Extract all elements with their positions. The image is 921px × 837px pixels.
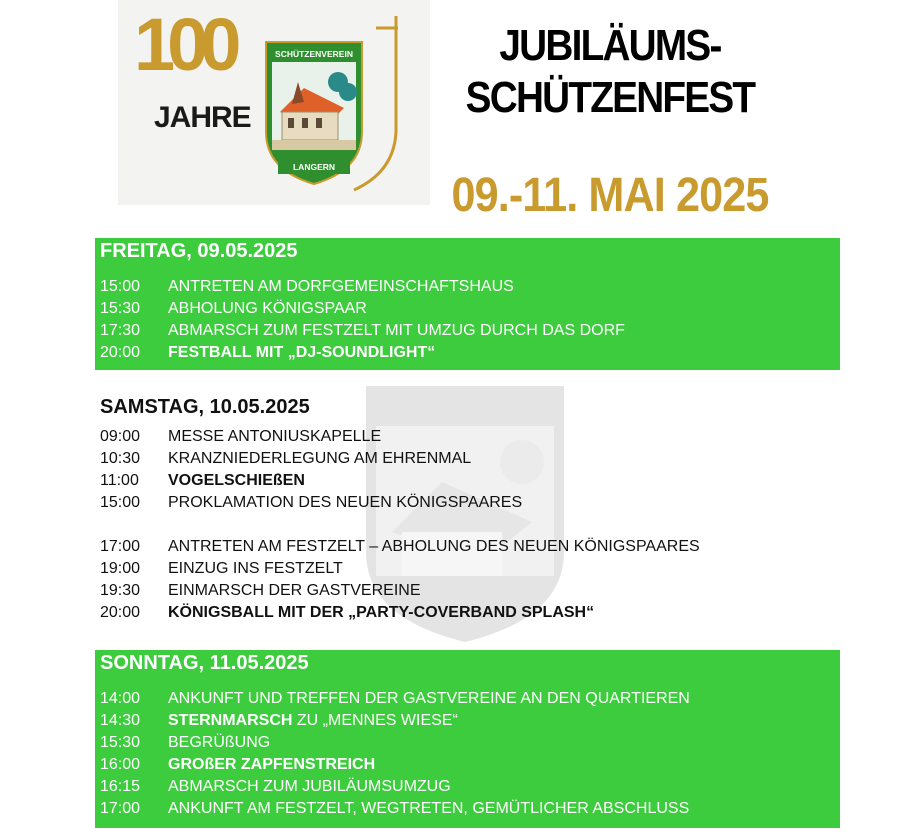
row-text: ANTRETEN AM DORFGEMEINSCHAFTSHAUS — [168, 278, 514, 295]
row-text: ANKUNFT AM FESTZELT, WEGTRETEN, GEMÜTLICHER ABSCHLUSS — [168, 800, 690, 817]
title-line-1: JUBILÄUMS- — [499, 21, 721, 70]
schedule-row — [100, 536, 840, 558]
row-text: EINZUG INS FESTZELT — [168, 560, 343, 577]
schedule-row — [100, 798, 840, 820]
schedule-row — [100, 710, 840, 732]
day-heading: FREITAG, 09.05.2025 — [100, 240, 298, 262]
row-time: 11:00 — [100, 472, 139, 489]
row-time: 17:30 — [100, 322, 141, 339]
row-time: 20:00 — [100, 344, 141, 361]
schedule-row — [100, 688, 840, 710]
row-text-bold: STERNMARSCH — [168, 712, 293, 729]
event-dates: 09.-11. MAI 2025 — [451, 169, 769, 222]
row-text: KÖNIGSBALL MIT DER „PARTY-COVERBAND SPLASH“ — [168, 604, 595, 621]
row-text — [168, 710, 840, 732]
row-spacer — [100, 514, 840, 536]
event-title — [460, 20, 759, 124]
row-text: PROKLAMATION DES NEUEN KÖNIGSPAARES — [168, 494, 523, 511]
schedule-row — [100, 732, 840, 754]
row-time: 19:30 — [100, 582, 141, 599]
schedule-row — [100, 492, 840, 514]
club-crest-icon — [258, 12, 404, 194]
schedule-row — [100, 448, 840, 470]
day-block-friday — [95, 238, 840, 370]
schedule-row — [100, 320, 840, 342]
row-text: KRANZNIEDERLEGUNG AM EHRENMAL — [168, 450, 472, 467]
row-text: ABMARSCH ZUM JUBILÄUMSUMZUG — [168, 778, 451, 795]
schedule-row — [100, 426, 840, 448]
schedule-row — [100, 754, 840, 776]
row-time: 15:30 — [100, 300, 141, 317]
schedule-row — [100, 342, 840, 364]
row-text-rest: ZU „MENNES WIESE“ — [292, 712, 458, 729]
schedule-row — [100, 580, 840, 602]
crest-bottom-text: LANGERN — [292, 162, 336, 172]
row-time: 16:00 — [100, 756, 141, 773]
row-text: ABHOLUNG KÖNIGSPAAR — [168, 300, 367, 317]
row-time: 14:00 — [100, 690, 141, 707]
row-time: 14:30 — [100, 712, 141, 729]
row-text: BEGRÜßUNG — [168, 734, 271, 751]
row-text: ANTRETEN AM FESTZELT – ABHOLUNG DES NEUEN KÖNIGSPAARES — [168, 538, 700, 555]
row-time: 15:00 — [100, 494, 141, 511]
title-line-2: SCHÜTZENFEST — [465, 73, 755, 122]
schedule-row — [100, 470, 840, 492]
row-text: FESTBALL MIT „DJ-SOUNDLIGHT“ — [168, 344, 436, 361]
row-time: 15:00 — [100, 278, 141, 295]
schedule-row — [100, 276, 840, 298]
row-text: EINMARSCH DER GASTVEREINE — [168, 582, 421, 599]
row-time: 16:15 — [100, 778, 141, 795]
day-heading: SONNTAG, 11.05.2025 — [100, 652, 309, 674]
schedule-row — [100, 558, 840, 580]
day-block-sunday — [95, 650, 840, 828]
schedule-row — [100, 602, 840, 624]
row-time: 15:30 — [100, 734, 141, 751]
logo-number: 100 — [134, 3, 234, 86]
row-time: 17:00 — [100, 538, 141, 555]
row-time: 17:00 — [100, 800, 141, 817]
row-time: 10:30 — [100, 450, 141, 467]
schedule-row — [100, 776, 840, 798]
row-time: 09:00 — [100, 428, 141, 445]
day-block-saturday — [95, 394, 840, 626]
schedule-row — [100, 298, 840, 320]
logo-word: JAHRE — [154, 101, 251, 134]
row-text: ABMARSCH ZUM FESTZELT MIT UMZUG DURCH DAS DORF — [168, 322, 625, 339]
row-time: 19:00 — [100, 560, 141, 577]
row-text: VOGELSCHIEßEN — [168, 472, 305, 489]
day-heading: SAMSTAG, 10.05.2025 — [100, 396, 310, 418]
row-text: GROßER ZAPFENSTREICH — [168, 756, 376, 773]
row-text: ANKUNFT UND TREFFEN DER GASTVEREINE AN DEN QUARTIEREN — [168, 690, 690, 707]
row-time: 20:00 — [100, 604, 141, 621]
crest-top-text: SCHÜTZENVEREIN — [275, 49, 353, 59]
row-text: MESSE ANTONIUSKAPELLE — [168, 428, 382, 445]
